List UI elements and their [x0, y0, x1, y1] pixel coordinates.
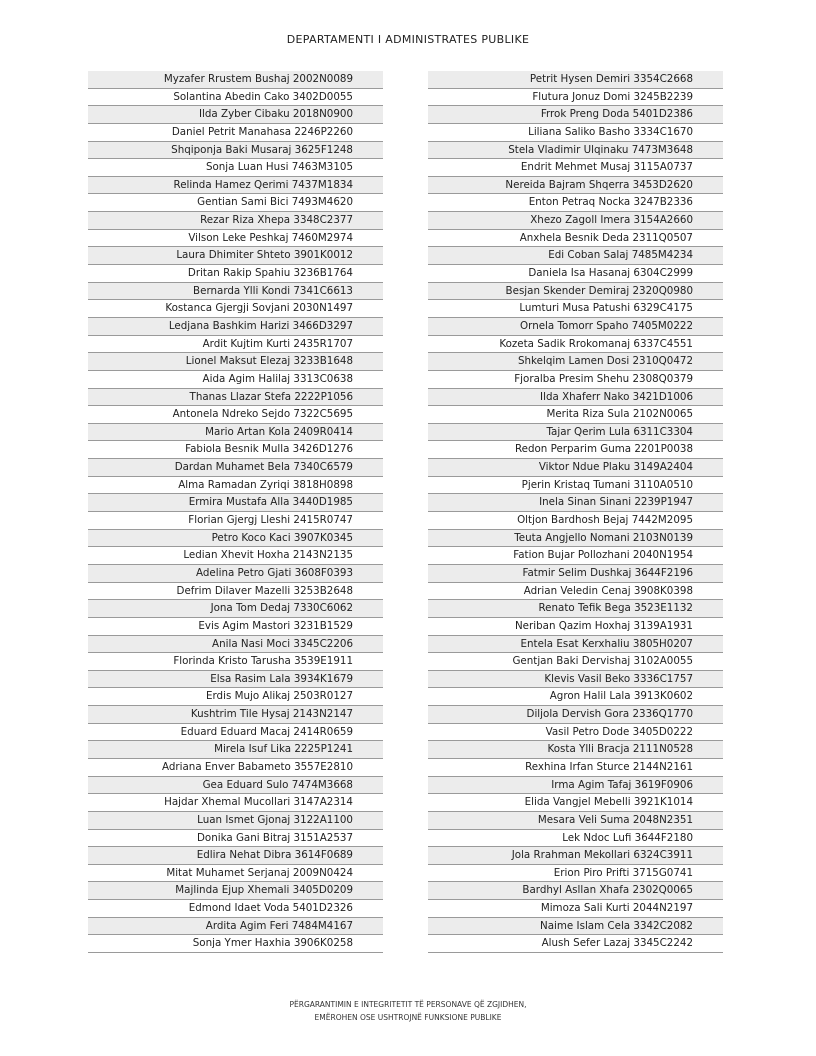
list-item: Inela Sinan Sinani 2239P1947: [428, 494, 723, 512]
list-item: Frrok Preng Doda 5401D2386: [428, 106, 723, 124]
list-item: Elida Vangjel Mebelli 3921K1014: [428, 794, 723, 812]
list-item: Mimoza Sali Kurti 2044N2197: [428, 900, 723, 918]
list-item: Flutura Jonuz Domi 3245B2239: [428, 89, 723, 107]
list-item: Ermira Mustafa Alla 3440D1985: [88, 494, 383, 512]
list-item: Defrim Dilaver Mazelli 3253B2648: [88, 583, 383, 601]
list-item: Erion Piro Prifti 3715G0741: [428, 865, 723, 883]
list-item: Solantina Abedin Cako 3402D0055: [88, 89, 383, 107]
list-item: Aida Agim Halilaj 3313C0638: [88, 371, 383, 389]
list-item: Donika Gani Bitraj 3151A2537: [88, 830, 383, 848]
list-item: Lumturi Musa Patushi 6329C4175: [428, 300, 723, 318]
list-item: Shkelqim Lamen Dosi 2310Q0472: [428, 353, 723, 371]
list-item: Bernarda Ylli Kondi 7341C6613: [88, 283, 383, 301]
list-item: Ledian Xhevit Hoxha 2143N2135: [88, 547, 383, 565]
list-item: Nereida Bajram Shqerra 3453D2620: [428, 177, 723, 195]
list-item: Liliana Saliko Basho 3334C1670: [428, 124, 723, 142]
list-item: Ardita Agim Feri 7484M4167: [88, 918, 383, 936]
list-item: Pjerin Kristaq Tumani 3110A0510: [428, 477, 723, 495]
list-item: Vilson Leke Peshkaj 7460M2974: [88, 230, 383, 248]
list-item: Ornela Tomorr Spaho 7405M0222: [428, 318, 723, 336]
footer-line-1: PËRGARANTIMIN E INTEGRITETIT TË PERSONAVE QË ZGJIDHEN,: [289, 1000, 527, 1009]
list-item: Diljola Dervish Gora 2336Q1770: [428, 706, 723, 724]
list-item: Klevis Vasil Beko 3336C1757: [428, 671, 723, 689]
list-item: Ilda Xhaferr Nako 3421D1006: [428, 389, 723, 407]
list-item: Petrit Hysen Demiri 3354C2668: [428, 71, 723, 89]
list-item: Anxhela Besnik Deda 2311Q0507: [428, 230, 723, 248]
list-item: Petro Koco Kaci 3907K0345: [88, 530, 383, 548]
list-item: Dritan Rakip Spahiu 3236B1764: [88, 265, 383, 283]
page-footer: [0, 998, 816, 1024]
list-item: Hajdar Xhemal Mucollari 3147A2314: [88, 794, 383, 812]
list-item: Antonela Ndreko Sejdo 7322C5695: [88, 406, 383, 424]
list-item: Teuta Angjello Nomani 2103N0139: [428, 530, 723, 548]
list-item: Anila Nasi Moci 3345C2206: [88, 636, 383, 654]
list-item: Oltjon Bardhosh Bejaj 7442M2095: [428, 512, 723, 530]
list-item: Gea Eduard Sulo 7474M3668: [88, 777, 383, 795]
list-item: Edi Coban Salaj 7485M4234: [428, 247, 723, 265]
list-item: Daniel Petrit Manahasa 2246P2260: [88, 124, 383, 142]
list-item: Lek Ndoc Lufi 3644F2180: [428, 830, 723, 848]
list-item: Rezar Riza Xhepa 3348C2377: [88, 212, 383, 230]
list-item: Kushtrim Tile Hysaj 2143N2147: [88, 706, 383, 724]
list-item: Laura Dhimiter Shteto 3901K0012: [88, 247, 383, 265]
list-item: Kosta Ylli Bracja 2111N0528: [428, 741, 723, 759]
list-item: Bardhyl Asllan Xhafa 2302Q0065: [428, 882, 723, 900]
list-item: Edmond Idaet Voda 5401D2326: [88, 900, 383, 918]
list-item: Daniela Isa Hasanaj 6304C2999: [428, 265, 723, 283]
list-item: Dardan Muhamet Bela 7340C6579: [88, 459, 383, 477]
list-item: Fjoralba Presim Shehu 2308Q0379: [428, 371, 723, 389]
list-item: Erdis Mujo Alikaj 2503R0127: [88, 688, 383, 706]
list-item: Myzafer Rrustem Bushaj 2002N0089: [88, 71, 383, 89]
list-item: Ledjana Bashkim Harizi 3466D3297: [88, 318, 383, 336]
list-item: Ilda Zyber Cibaku 2018N0900: [88, 106, 383, 124]
list-item: Vasil Petro Dode 3405D0222: [428, 724, 723, 742]
list-item: Florinda Kristo Tarusha 3539E1911: [88, 653, 383, 671]
list-item: Adriana Enver Babameto 3557E2810: [88, 759, 383, 777]
list-item: Tajar Qerim Lula 6311C3304: [428, 424, 723, 442]
list-item: Stela Vladimir Ulqinaku 7473M3648: [428, 142, 723, 160]
list-item: Fation Bujar Pollozhani 2040N1954: [428, 547, 723, 565]
list-item: Thanas Llazar Stefa 2222P1056: [88, 389, 383, 407]
list-item: Evis Agim Mastori 3231B1529: [88, 618, 383, 636]
list-item: Mirela Isuf Lika 2225P1241: [88, 741, 383, 759]
list-item: Merita Riza Sula 2102N0065: [428, 406, 723, 424]
list-item: Mitat Muhamet Serjanaj 2009N0424: [88, 865, 383, 883]
list-item: Fatmir Selim Dushkaj 3644F2196: [428, 565, 723, 583]
list-item: Mario Artan Kola 2409R0414: [88, 424, 383, 442]
list-item: Mesara Veli Suma 2048N2351: [428, 812, 723, 830]
list-item: Viktor Ndue Plaku 3149A2404: [428, 459, 723, 477]
list-item: Relinda Hamez Qerimi 7437M1834: [88, 177, 383, 195]
list-item: Entela Esat Kerxhaliu 3805H0207: [428, 636, 723, 654]
list-item: Redon Perparim Guma 2201P0038: [428, 441, 723, 459]
list-item: Agron Halil Lala 3913K0602: [428, 688, 723, 706]
list-item: Luan Ismet Gjonaj 3122A1100: [88, 812, 383, 830]
list-item: Xhezo Zagoll Imera 3154A2660: [428, 212, 723, 230]
page-title: DEPARTAMENTI I ADMINISTRATES PUBLIKE: [286, 33, 530, 46]
list-item: Renato Tefik Bega 3523E1132: [428, 600, 723, 618]
list-item: Neriban Qazim Hoxhaj 3139A1931: [428, 618, 723, 636]
list-item: Jona Tom Dedaj 7330C6062: [88, 600, 383, 618]
list-item: Enton Petraq Nocka 3247B2336: [428, 194, 723, 212]
list-item: Fabiola Besnik Mulla 3426D1276: [88, 441, 383, 459]
list-item: Adelina Petro Gjati 3608F0393: [88, 565, 383, 583]
list-item: Alma Ramadan Zyriqi 3818H0898: [88, 477, 383, 495]
list-item: Besjan Skender Demiraj 2320Q0980: [428, 283, 723, 301]
list-item: Gentjan Baki Dervishaj 3102A0055: [428, 653, 723, 671]
list-item: Shqiponja Baki Musaraj 3625F1248: [88, 142, 383, 160]
list-item: Endrit Mehmet Musaj 3115A0737: [428, 159, 723, 177]
list-item: Edlira Nehat Dibra 3614F0689: [88, 847, 383, 865]
left-name-list: [88, 71, 383, 953]
list-item: Naime Islam Cela 3342C2082: [428, 918, 723, 936]
list-item: Eduard Eduard Macaj 2414R0659: [88, 724, 383, 742]
list-item: Elsa Rasim Lala 3934K1679: [88, 671, 383, 689]
list-item: Ardit Kujtim Kurti 2435R1707: [88, 336, 383, 354]
list-item: Gentian Sami Bici 7493M4620: [88, 194, 383, 212]
list-item: Majlinda Ejup Xhemali 3405D0209: [88, 882, 383, 900]
list-item: Sonja Luan Husi 7463M3105: [88, 159, 383, 177]
right-name-list: [428, 71, 723, 953]
list-item: Florian Gjergj Lleshi 2415R0747: [88, 512, 383, 530]
list-item: Alush Sefer Lazaj 3345C2242: [428, 935, 723, 953]
list-item: Kozeta Sadik Rrokomanaj 6337C4551: [428, 336, 723, 354]
footer-line-2: EMËROHEN OSE USHTROJNË FUNKSIONE PUBLIKE: [314, 1013, 502, 1022]
list-item: Sonja Ymer Haxhia 3906K0258: [88, 935, 383, 953]
list-item: Jola Rrahman Mekollari 6324C3911: [428, 847, 723, 865]
list-item: Rexhina Irfan Sturce 2144N2161: [428, 759, 723, 777]
list-item: Irma Agim Tafaj 3619F0906: [428, 777, 723, 795]
list-item: Adrian Veledin Cenaj 3908K0398: [428, 583, 723, 601]
list-item: Lionel Maksut Elezaj 3233B1648: [88, 353, 383, 371]
list-item: Kostanca Gjergji Sovjani 2030N1497: [88, 300, 383, 318]
